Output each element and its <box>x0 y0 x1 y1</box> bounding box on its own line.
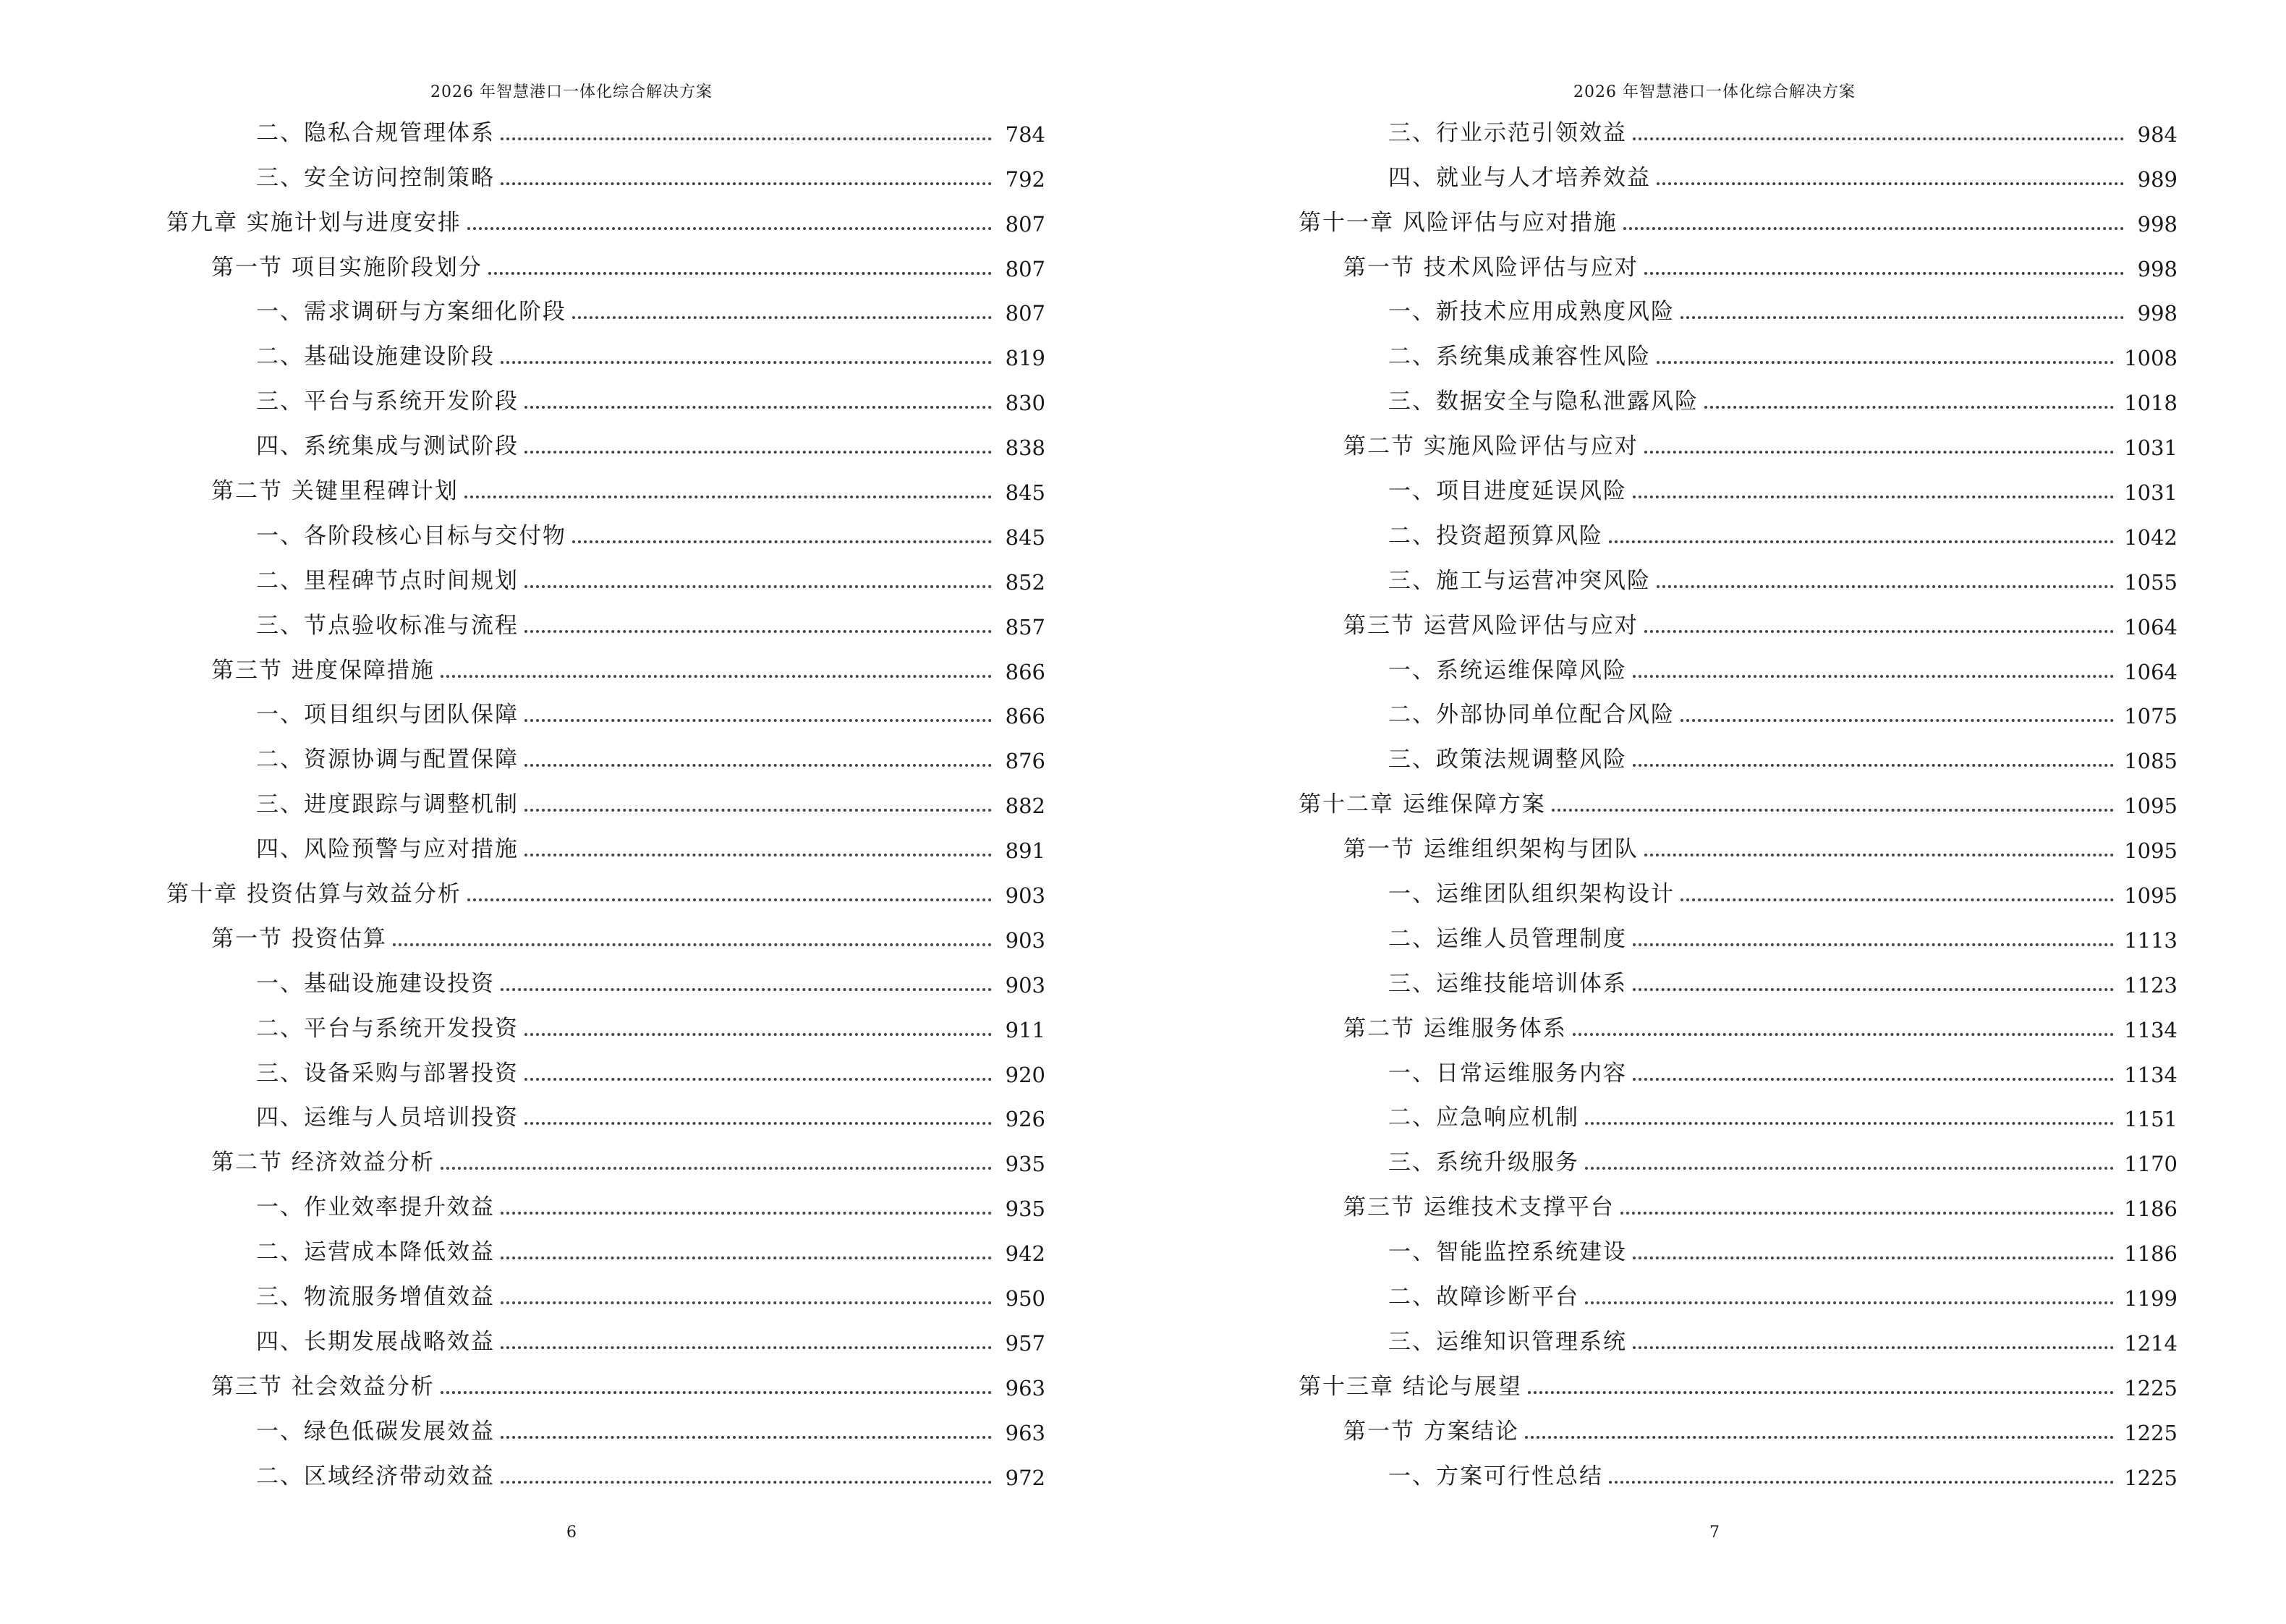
toc-entry-page: 1095 <box>2124 794 2177 819</box>
toc-entry-title: 三、平台与系统开发阶段 <box>256 388 519 415</box>
dot-leader <box>464 496 992 498</box>
toc-entry-title: 四、风险预警与应对措施 <box>256 836 519 863</box>
toc-entry-page: 866 <box>1005 659 1045 684</box>
dot-leader <box>524 451 992 454</box>
toc-entry-page: 1008 <box>2124 346 2177 371</box>
toc-entry-page: 1031 <box>2124 480 2177 506</box>
dot-leader <box>1525 1436 2114 1439</box>
toc-entry-title: 第二节 运维服务体系 <box>1343 1015 1567 1042</box>
toc-entry-title: 第十一章 风险评估与应对措施 <box>1299 209 1618 236</box>
dot-leader <box>524 585 992 588</box>
toc-entry[interactable] <box>1299 1230 2177 1275</box>
toc-entry[interactable] <box>166 424 1045 469</box>
dot-leader <box>501 988 992 991</box>
toc-entry-page: 1095 <box>2124 838 2177 864</box>
toc-entry[interactable] <box>1299 379 2177 424</box>
toc-entry-page: 852 <box>1005 569 1045 595</box>
dot-leader <box>1680 316 2124 319</box>
toc-entry-page: 1055 <box>2124 569 2177 595</box>
toc-entry[interactable] <box>166 603 1045 648</box>
toc-entry[interactable] <box>166 737 1045 782</box>
toc-entry-page: 972 <box>1005 1465 1045 1490</box>
dot-leader <box>1623 227 2124 230</box>
toc-entry[interactable] <box>166 1409 1045 1454</box>
toc-entry-page: 1031 <box>2124 435 2177 461</box>
toc-entry[interactable] <box>166 961 1045 1006</box>
table-of-contents <box>166 111 1045 1499</box>
dot-leader <box>1552 809 2114 812</box>
toc-entry-page: 1225 <box>2124 1420 2177 1445</box>
toc-entry-title: 一、各阶段核心目标与交付物 <box>256 522 566 549</box>
toc-entry[interactable] <box>1299 917 2177 961</box>
dot-leader <box>393 943 992 946</box>
toc-entry-title: 二、运营成本降低效益 <box>256 1239 495 1266</box>
dot-leader <box>501 137 992 140</box>
toc-entry-title: 第一节 方案结论 <box>1343 1418 1519 1445</box>
toc-entry-title: 二、资源协调与配置保障 <box>256 747 519 773</box>
toc-entry-title: 二、应急响应机制 <box>1388 1105 1579 1131</box>
toc-entry[interactable] <box>1299 961 2177 1006</box>
toc-entry-title: 二、系统集成兼容性风险 <box>1388 344 1651 370</box>
toc-entry-page: 903 <box>1005 972 1045 998</box>
toc-entry-page: 1085 <box>2124 749 2177 774</box>
toc-entry-page: 942 <box>1005 1241 1045 1267</box>
toc-entry-title: 一、绿色低碳发展效益 <box>256 1418 495 1445</box>
right-page <box>1143 0 2286 1624</box>
dot-leader <box>1657 585 2114 588</box>
toc-entry-page: 807 <box>1005 256 1045 281</box>
toc-entry-title: 三、设备采购与部署投资 <box>256 1060 519 1087</box>
toc-entry-page: 935 <box>1005 1152 1045 1177</box>
dot-leader <box>1680 719 2114 722</box>
toc-entry-title: 一、需求调研与方案细化阶段 <box>256 299 566 326</box>
dot-leader <box>1620 1212 2114 1215</box>
toc-entry[interactable] <box>166 827 1045 872</box>
toc-entry-page: 1075 <box>2124 704 2177 729</box>
dot-leader <box>524 1033 992 1036</box>
table-of-contents <box>1299 111 2177 1499</box>
toc-entry-title: 第三节 社会效益分析 <box>211 1373 435 1400</box>
dot-leader <box>1633 1078 2114 1081</box>
toc-entry[interactable] <box>1299 290 2177 335</box>
toc-entry-page: 1134 <box>2124 1062 2177 1087</box>
toc-entry-title: 第三节 运维技术支撑平台 <box>1343 1194 1615 1221</box>
dot-leader <box>501 1212 992 1215</box>
toc-entry-page: 957 <box>1005 1330 1045 1356</box>
toc-entry-title: 四、就业与人才培养效益 <box>1388 164 1651 191</box>
dot-leader <box>524 630 992 633</box>
dot-leader <box>501 182 992 185</box>
toc-entry[interactable] <box>1299 737 2177 782</box>
dot-leader <box>524 1122 992 1125</box>
dot-leader <box>501 1257 992 1259</box>
toc-entry[interactable] <box>166 1319 1045 1364</box>
dot-leader <box>572 540 992 543</box>
toc-entry-page: 1199 <box>2124 1286 2177 1311</box>
toc-entry-page: 1214 <box>2124 1330 2177 1356</box>
dot-leader <box>1644 272 2124 275</box>
toc-entry-title: 四、系统集成与测试阶段 <box>256 433 519 460</box>
toc-entry-title: 一、新技术应用成熟度风险 <box>1388 299 1675 326</box>
dot-leader <box>524 406 992 409</box>
toc-entry-title: 二、里程碑节点时间规划 <box>256 567 519 594</box>
dot-leader <box>441 1391 992 1394</box>
toc-entry[interactable] <box>1299 872 2177 917</box>
toc-entry-page: 1064 <box>2124 659 2177 684</box>
toc-entry-title: 第十二章 运维保障方案 <box>1299 791 1546 818</box>
toc-entry[interactable] <box>166 782 1045 827</box>
dot-leader <box>572 316 992 319</box>
dot-leader <box>1609 540 2114 543</box>
dot-leader <box>524 809 992 812</box>
toc-entry-title: 二、投资超预算风险 <box>1388 522 1603 549</box>
dot-leader <box>441 675 992 678</box>
toc-entry[interactable] <box>1299 1409 2177 1454</box>
toc-entry[interactable] <box>1299 1096 2177 1141</box>
toc-entry-page: 903 <box>1005 927 1045 953</box>
toc-entry-title: 一、系统运维保障风险 <box>1388 657 1627 684</box>
toc-entry-page: 1225 <box>2124 1465 2177 1490</box>
toc-entry-title: 三、系统升级服务 <box>1388 1149 1579 1176</box>
toc-entry-page: 857 <box>1005 614 1045 639</box>
dot-leader <box>1633 764 2114 767</box>
toc-entry-page: 1042 <box>2124 524 2177 550</box>
toc-entry[interactable] <box>1299 245 2177 290</box>
dot-leader <box>488 272 992 275</box>
toc-entry[interactable] <box>1299 111 2177 156</box>
toc-entry[interactable] <box>1299 1319 2177 1364</box>
toc-entry-title: 第二节 关键里程碑计划 <box>211 478 459 505</box>
toc-entry[interactable] <box>1299 1364 2177 1409</box>
dot-leader <box>1633 496 2114 498</box>
dot-leader <box>1585 1122 2114 1125</box>
toc-entry-page: 1225 <box>2124 1375 2177 1400</box>
toc-entry-title: 二、平台与系统开发投资 <box>256 1015 519 1042</box>
toc-entry-page: 866 <box>1005 704 1045 729</box>
page-number: 7 <box>1709 1523 1720 1542</box>
toc-entry-page: 819 <box>1005 346 1045 371</box>
toc-entry-page: 1123 <box>2124 972 2177 998</box>
toc-entry-page: 920 <box>1005 1062 1045 1087</box>
toc-entry-title: 一、基础设施建设投资 <box>256 970 495 997</box>
toc-entry[interactable] <box>166 111 1045 156</box>
dot-leader <box>524 1078 992 1081</box>
toc-entry-page: 792 <box>1005 166 1045 192</box>
toc-entry[interactable] <box>166 469 1045 514</box>
toc-entry[interactable] <box>166 1454 1045 1499</box>
toc-entry[interactable] <box>1299 1006 2177 1051</box>
toc-entry-page: 1134 <box>2124 1017 2177 1042</box>
toc-entry-title: 第一节 项目实施阶段划分 <box>211 254 483 281</box>
toc-entry[interactable] <box>1299 424 2177 469</box>
toc-entry[interactable] <box>166 514 1045 558</box>
toc-entry[interactable] <box>1299 1454 2177 1499</box>
dot-leader <box>467 227 992 230</box>
toc-entry-page: 784 <box>1005 122 1045 147</box>
dot-leader <box>501 1481 992 1484</box>
dot-leader <box>441 1167 992 1170</box>
toc-entry-page: 998 <box>2137 301 2177 326</box>
toc-entry-title: 一、项目组织与团队保障 <box>256 702 519 728</box>
dot-leader <box>501 1436 992 1439</box>
toc-entry-page: 882 <box>1005 794 1045 819</box>
toc-entry-title: 三、数据安全与隐私泄露风险 <box>1388 388 1699 415</box>
toc-entry-page: 963 <box>1005 1420 1045 1445</box>
toc-entry[interactable] <box>166 245 1045 290</box>
dot-leader <box>1704 406 2114 409</box>
toc-entry-page: 876 <box>1005 749 1045 774</box>
dot-leader <box>1573 1033 2114 1036</box>
toc-entry[interactable] <box>1299 648 2177 693</box>
toc-entry-page: 984 <box>2137 122 2177 147</box>
toc-entry-title: 三、运维知识管理系统 <box>1388 1328 1627 1355</box>
toc-entry-page: 903 <box>1005 883 1045 909</box>
dot-leader <box>524 719 992 722</box>
dot-leader <box>501 1346 992 1349</box>
toc-entry-title: 第一节 运维组织架构与团队 <box>1343 836 1639 863</box>
dot-leader <box>1633 1257 2114 1259</box>
toc-entry-page: 926 <box>1005 1107 1045 1132</box>
toc-entry-page: 989 <box>2137 166 2177 192</box>
toc-entry-title: 第一节 技术风险评估与应对 <box>1343 254 1639 281</box>
toc-entry-title: 三、物流服务增值效益 <box>256 1284 495 1311</box>
toc-entry[interactable] <box>1299 827 2177 872</box>
dot-leader <box>1633 675 2114 678</box>
toc-entry-title: 三、行业示范引领效益 <box>1388 119 1627 146</box>
dot-leader <box>524 764 992 767</box>
toc-entry[interactable] <box>166 648 1045 693</box>
toc-entry[interactable] <box>1299 1051 2177 1096</box>
toc-entry-title: 第三节 进度保障措施 <box>211 657 435 684</box>
dot-leader <box>1528 1391 2114 1394</box>
dot-leader <box>501 361 992 364</box>
toc-entry-page: 807 <box>1005 301 1045 326</box>
toc-entry[interactable] <box>166 1096 1045 1141</box>
toc-entry[interactable] <box>1299 1275 2177 1319</box>
toc-entry-page: 1018 <box>2124 391 2177 416</box>
toc-entry[interactable] <box>166 1051 1045 1096</box>
toc-entry-title: 一、方案可行性总结 <box>1388 1463 1603 1489</box>
toc-entry-title: 二、区域经济带动效益 <box>256 1463 495 1489</box>
toc-entry-title: 第二节 实施风险评估与应对 <box>1343 433 1639 460</box>
toc-entry-page: 1064 <box>2124 614 2177 639</box>
toc-entry-title: 四、运维与人员培训投资 <box>256 1105 519 1131</box>
toc-entry[interactable] <box>1299 1185 2177 1230</box>
toc-entry-page: 1113 <box>2124 927 2177 953</box>
toc-entry-title: 二、外部协同单位配合风险 <box>1388 702 1675 728</box>
dot-leader <box>467 898 992 901</box>
toc-entry[interactable] <box>166 1364 1045 1409</box>
toc-entry-page: 998 <box>2137 256 2177 281</box>
toc-entry[interactable] <box>1299 334 2177 379</box>
dot-leader <box>1644 451 2114 454</box>
running-header: 2026 年智慧港口一体化综合解决方案 <box>430 83 713 101</box>
toc-entry-title: 一、作业效率提升效益 <box>256 1194 495 1221</box>
dot-leader <box>1680 898 2114 901</box>
toc-entry-page: 838 <box>1005 435 1045 461</box>
toc-entry[interactable] <box>166 1275 1045 1319</box>
toc-entry[interactable] <box>1299 782 2177 827</box>
toc-entry[interactable] <box>1299 514 2177 558</box>
toc-entry[interactable] <box>166 156 1045 200</box>
toc-entry-title: 二、基础设施建设阶段 <box>256 344 495 370</box>
toc-entry-page: 845 <box>1005 480 1045 506</box>
toc-entry-title: 一、日常运维服务内容 <box>1388 1060 1627 1087</box>
dot-leader <box>1633 137 2124 140</box>
toc-entry[interactable] <box>166 1185 1045 1230</box>
toc-entry-page: 998 <box>2137 211 2177 237</box>
toc-entry-title: 三、运维技能培训体系 <box>1388 970 1627 997</box>
dot-leader <box>1657 361 2114 364</box>
toc-entry[interactable] <box>1299 469 2177 514</box>
dot-leader <box>524 854 992 856</box>
toc-entry[interactable] <box>1299 200 2177 245</box>
toc-entry-title: 第九章 实施计划与进度安排 <box>166 209 462 236</box>
toc-entry-title: 三、政策法规调整风险 <box>1388 747 1627 773</box>
toc-entry[interactable] <box>166 1006 1045 1051</box>
dot-leader <box>1633 943 2114 946</box>
toc-entry-page: 963 <box>1005 1375 1045 1400</box>
dot-leader <box>1633 1346 2114 1349</box>
toc-entry-page: 807 <box>1005 211 1045 237</box>
toc-entry[interactable] <box>166 693 1045 738</box>
toc-entry-page: 830 <box>1005 391 1045 416</box>
toc-entry[interactable] <box>166 1140 1045 1185</box>
toc-entry-title: 一、运维团队组织架构设计 <box>1388 881 1675 908</box>
toc-entry[interactable] <box>1299 156 2177 200</box>
dot-leader <box>1585 1301 2114 1304</box>
toc-entry-title: 二、故障诊断平台 <box>1388 1284 1579 1311</box>
page-number: 6 <box>566 1523 577 1542</box>
toc-entry-title: 三、安全访问控制策略 <box>256 164 495 191</box>
toc-entry-title: 三、施工与运营冲突风险 <box>1388 567 1651 594</box>
dot-leader <box>1644 854 2114 856</box>
toc-entry-page: 911 <box>1005 1017 1045 1042</box>
toc-entry-title: 一、智能监控系统建设 <box>1388 1239 1627 1266</box>
toc-entry-page: 1151 <box>2124 1107 2177 1132</box>
dot-leader <box>1585 1167 2114 1170</box>
toc-entry-page: 1186 <box>2124 1241 2177 1267</box>
toc-entry[interactable] <box>166 379 1045 424</box>
toc-entry-page: 891 <box>1005 838 1045 864</box>
dot-leader <box>1657 182 2124 185</box>
toc-entry[interactable] <box>166 290 1045 335</box>
toc-entry-title: 第十章 投资估算与效益分析 <box>166 881 462 908</box>
toc-entry-page: 1095 <box>2124 883 2177 909</box>
dot-leader <box>1633 988 2114 991</box>
toc-entry-title: 二、隐私合规管理体系 <box>256 119 495 146</box>
toc-entry-page: 950 <box>1005 1286 1045 1311</box>
toc-entry[interactable] <box>166 917 1045 961</box>
dot-leader <box>1644 630 2114 633</box>
toc-entry-title: 第二节 经济效益分析 <box>211 1149 435 1176</box>
toc-entry[interactable] <box>1299 1140 2177 1185</box>
toc-entry-title: 三、进度跟踪与调整机制 <box>256 791 519 818</box>
toc-entry-title: 一、项目进度延误风险 <box>1388 478 1627 505</box>
toc-entry-title: 三、节点验收标准与流程 <box>256 612 519 639</box>
toc-entry[interactable] <box>166 872 1045 917</box>
toc-entry[interactable] <box>1299 603 2177 648</box>
toc-entry-title: 第十三章 结论与展望 <box>1299 1373 1522 1400</box>
toc-entry-page: 845 <box>1005 524 1045 550</box>
toc-entry[interactable] <box>166 1230 1045 1275</box>
toc-entry[interactable] <box>166 558 1045 603</box>
dot-leader <box>1609 1481 2114 1484</box>
toc-entry-title: 第三节 运营风险评估与应对 <box>1343 612 1639 639</box>
toc-entry-page: 1186 <box>2124 1196 2177 1222</box>
dot-leader <box>501 1301 992 1304</box>
toc-entry-page: 935 <box>1005 1196 1045 1222</box>
toc-entry-title: 四、长期发展战略效益 <box>256 1328 495 1355</box>
toc-entry[interactable] <box>166 200 1045 245</box>
running-header: 2026 年智慧港口一体化综合解决方案 <box>1573 83 1856 101</box>
toc-entry[interactable] <box>1299 693 2177 738</box>
toc-entry[interactable] <box>1299 558 2177 603</box>
toc-entry-title: 二、运维人员管理制度 <box>1388 925 1627 952</box>
toc-entry-title: 第一节 投资估算 <box>211 925 387 952</box>
toc-entry[interactable] <box>166 334 1045 379</box>
toc-entry-page: 1170 <box>2124 1152 2177 1177</box>
